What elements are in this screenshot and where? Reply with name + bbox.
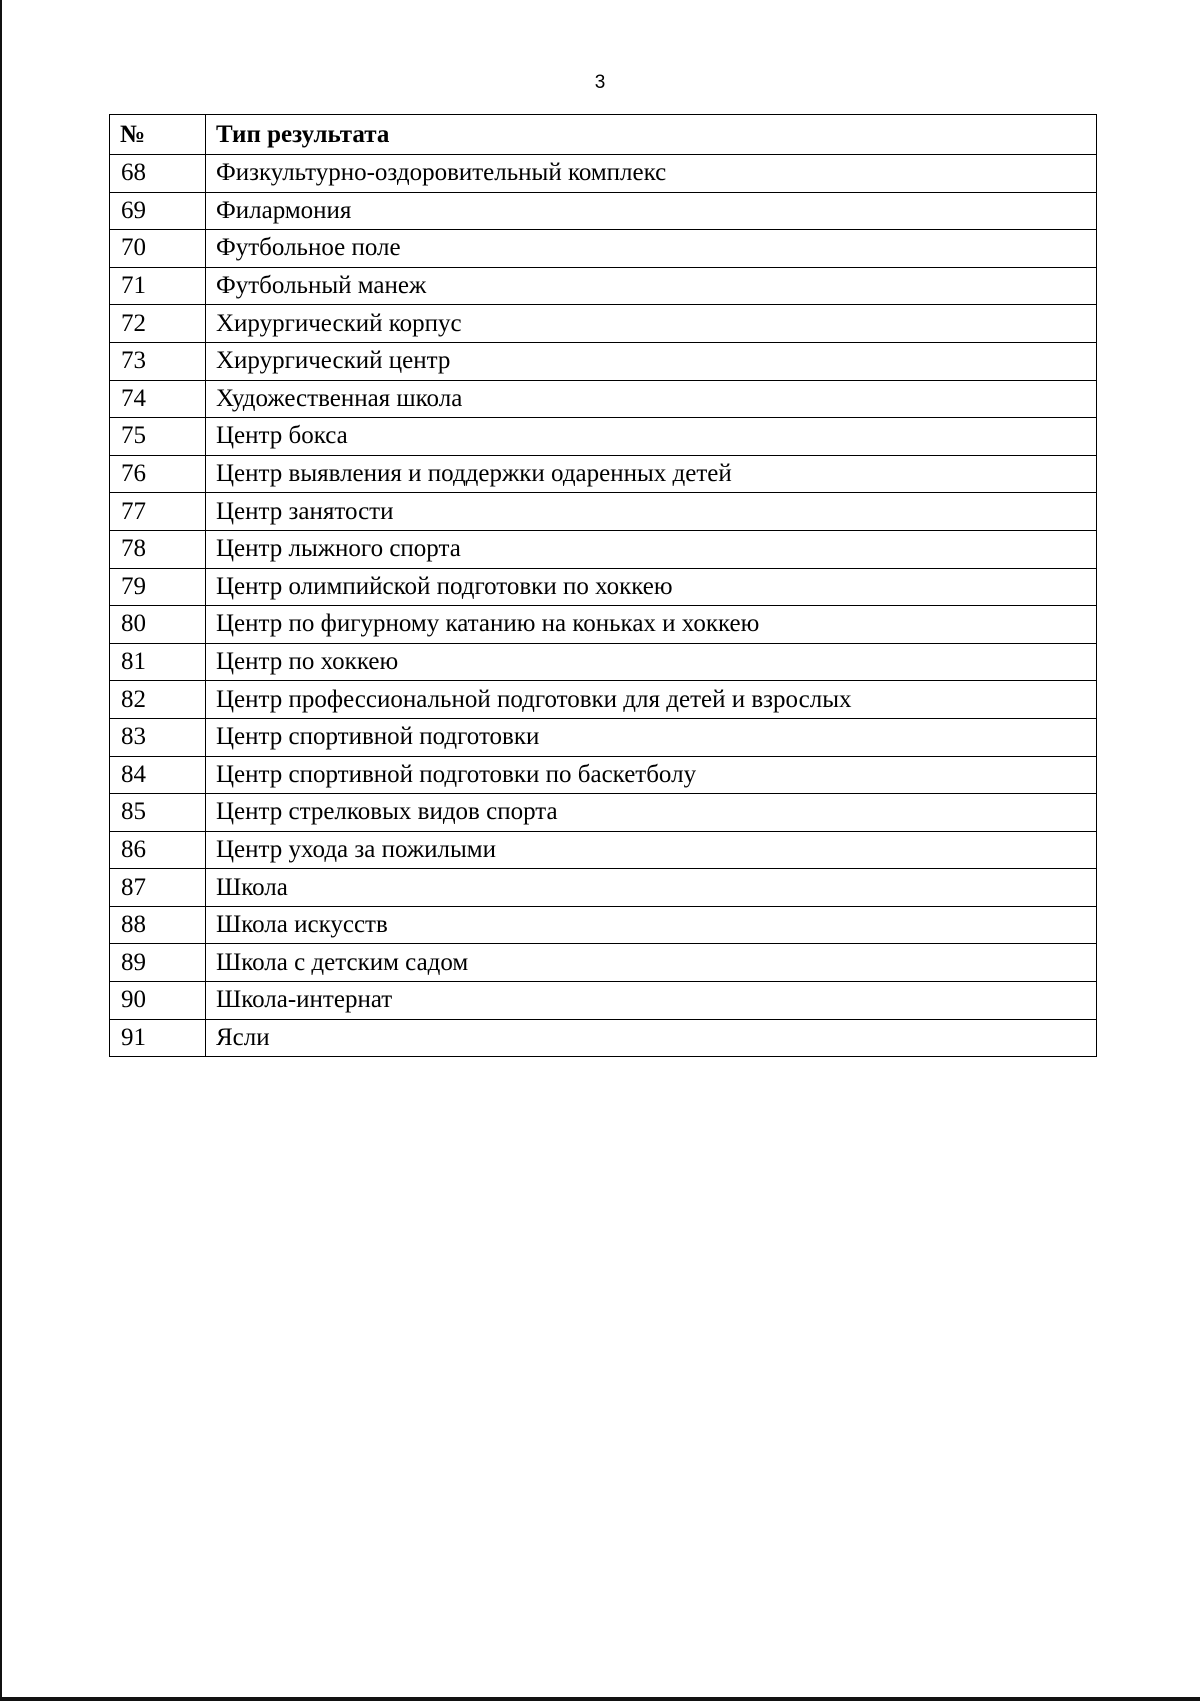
row-result-type: Школа искусств [206,906,1097,944]
row-result-type: Художественная школа [206,380,1097,418]
row-result-type: Центр лыжного спорта [206,530,1097,568]
row-result-type: Центр профессиональной подготовки для детей и взрослых [206,681,1097,719]
row-number: 72 [110,305,206,343]
row-result-type: Центр ухода за пожилыми [206,831,1097,869]
row-result-type: Школа [206,869,1097,907]
row-result-type: Центр по фигурному катанию на коньках и хоккею [206,606,1097,644]
table-row [110,944,1097,982]
table-row [110,342,1097,380]
table-row [110,568,1097,606]
table-row [110,681,1097,719]
row-number: 83 [110,718,206,756]
header-result-type: Тип результата [206,115,1097,155]
row-result-type: Центр спортивной подготовки [206,718,1097,756]
row-result-type: Филармония [206,192,1097,230]
row-number: 90 [110,982,206,1020]
row-number: 75 [110,418,206,456]
table-row [110,230,1097,268]
row-number: 76 [110,455,206,493]
table-body [110,155,1097,1057]
table-row [110,643,1097,681]
row-number: 86 [110,831,206,869]
table-row [110,192,1097,230]
table-row [110,380,1097,418]
table-row [110,794,1097,832]
row-result-type: Футбольный манеж [206,267,1097,305]
row-number: 77 [110,493,206,531]
table-row [110,756,1097,794]
row-number: 80 [110,606,206,644]
row-result-type: Центр спортивной подготовки по баскетболу [206,756,1097,794]
row-result-type: Хирургический центр [206,342,1097,380]
row-number: 73 [110,342,206,380]
row-number: 87 [110,869,206,907]
table-row [110,831,1097,869]
row-number: 91 [110,1019,206,1057]
row-result-type: Центр стрелковых видов спорта [206,794,1097,832]
row-result-type: Центр занятости [206,493,1097,531]
page-number: 3 [594,72,606,93]
row-number: 89 [110,944,206,982]
row-number: 78 [110,530,206,568]
result-type-table [109,114,1097,1057]
table-row [110,606,1097,644]
row-result-type: Хирургический корпус [206,305,1097,343]
row-number: 71 [110,267,206,305]
row-result-type: Центр олимпийской подготовки по хоккею [206,568,1097,606]
table-header-row [110,115,1097,155]
scan-edge-left [0,0,2,1701]
row-number: 81 [110,643,206,681]
row-result-type: Физкультурно-оздоровительный комплекс [206,155,1097,193]
row-number: 68 [110,155,206,193]
table-row [110,305,1097,343]
table-row [110,418,1097,456]
row-result-type: Центр бокса [206,418,1097,456]
row-number: 74 [110,380,206,418]
table-row [110,982,1097,1020]
row-number: 79 [110,568,206,606]
row-number: 69 [110,192,206,230]
table-row [110,455,1097,493]
row-result-type: Школа с детским садом [206,944,1097,982]
table-row [110,267,1097,305]
table-row [110,906,1097,944]
row-number: 88 [110,906,206,944]
row-result-type: Футбольное поле [206,230,1097,268]
row-number: 84 [110,756,206,794]
table-row [110,155,1097,193]
row-result-type: Школа-интернат [206,982,1097,1020]
row-number: 85 [110,794,206,832]
row-number: 82 [110,681,206,719]
table-row [110,1019,1097,1057]
row-result-type: Центр выявления и поддержки одаренных детей [206,455,1097,493]
table-row [110,530,1097,568]
scan-edge-bottom [0,1697,1200,1701]
table-row [110,869,1097,907]
header-number: № [110,115,206,155]
table-row [110,718,1097,756]
table-row [110,493,1097,531]
row-number: 70 [110,230,206,268]
row-result-type: Центр по хоккею [206,643,1097,681]
row-result-type: Ясли [206,1019,1097,1057]
